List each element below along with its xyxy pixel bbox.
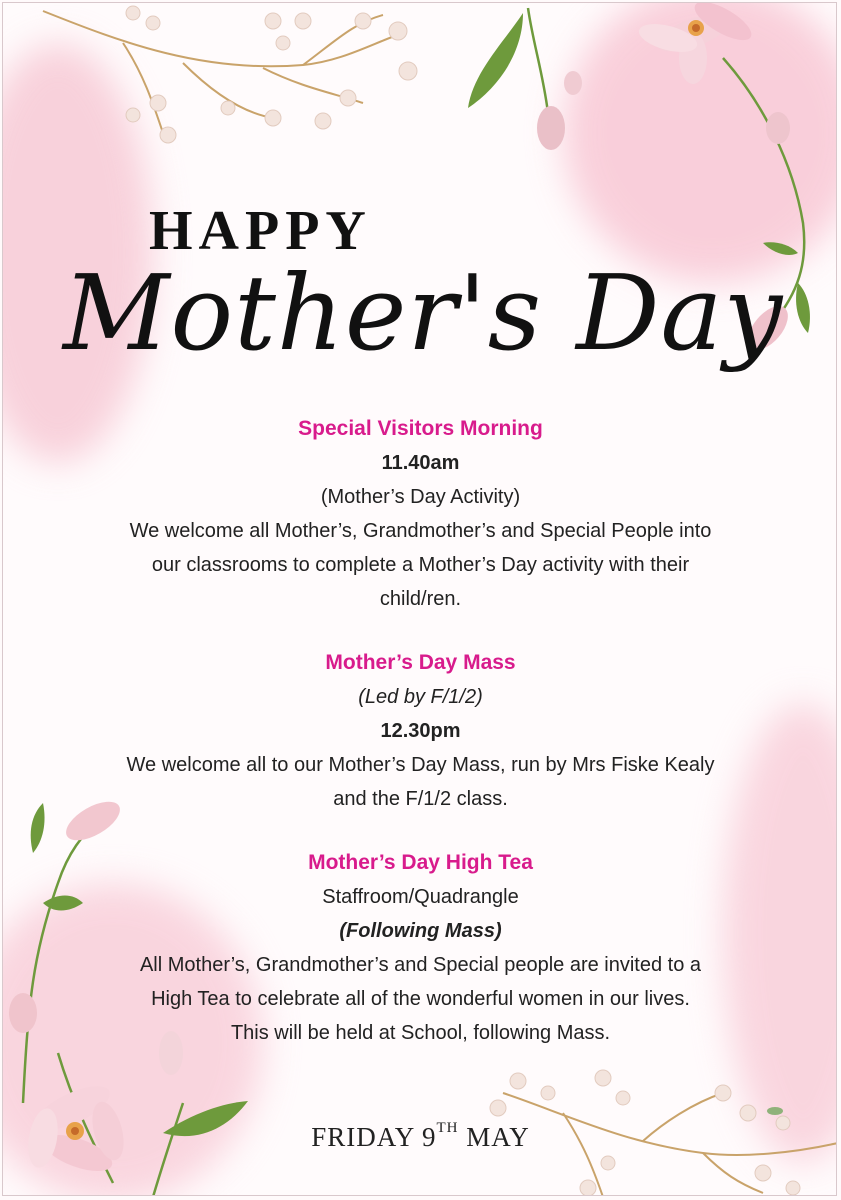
date-month: MAY: [458, 1122, 530, 1152]
event-date: [0, 1122, 841, 1153]
body-line: our classrooms to complete a Mother’s Day activity with their: [151, 554, 690, 576]
led-by: (Led by F/1/2): [358, 686, 483, 708]
berry-icon: [126, 6, 417, 143]
section-heading: Special Visitors Morning: [298, 417, 543, 440]
body-line: child/ren.: [379, 588, 462, 610]
event-when: (Following Mass): [339, 920, 502, 942]
event-time: 12.30pm: [380, 720, 461, 742]
section-mass: [60, 646, 781, 816]
body-line: and the F/1/2 class.: [333, 788, 508, 810]
flower-icon: [636, 3, 757, 84]
body-line: High Tea to celebrate all of the wonderful women in our lives.: [151, 988, 690, 1010]
date-prefix: FRIDAY 9: [311, 1122, 437, 1152]
body-line: All Mother’s, Grandmother’s and Special people are invited to a: [139, 954, 702, 976]
body-line: This will be held at School, following Mass.: [230, 1022, 611, 1044]
section-heading: Mother’s Day High Tea: [308, 851, 533, 874]
date-suffix: TH: [436, 1120, 459, 1136]
event-subtitle: (Mother’s Day Activity): [320, 486, 521, 508]
bud-icon: [537, 106, 565, 150]
body-line: We welcome all Mother’s, Grandmother’s and Special People into: [129, 520, 712, 542]
section-high-tea: [60, 846, 781, 1050]
event-details: [60, 412, 781, 1080]
event-time: 11.40am: [381, 452, 460, 474]
title-happy: HAPPY: [149, 200, 372, 262]
berry-branch-icon: [43, 11, 403, 133]
section-special-visitors: [60, 412, 781, 616]
event-location: Staffroom/Quadrangle: [322, 886, 519, 908]
section-heading: Mother’s Day Mass: [325, 651, 516, 674]
body-line: We welcome all to our Mother’s Day Mass, run by Mrs Fiske Kealy: [126, 754, 715, 776]
title-mothers-day: Mother's Day: [63, 252, 784, 374]
